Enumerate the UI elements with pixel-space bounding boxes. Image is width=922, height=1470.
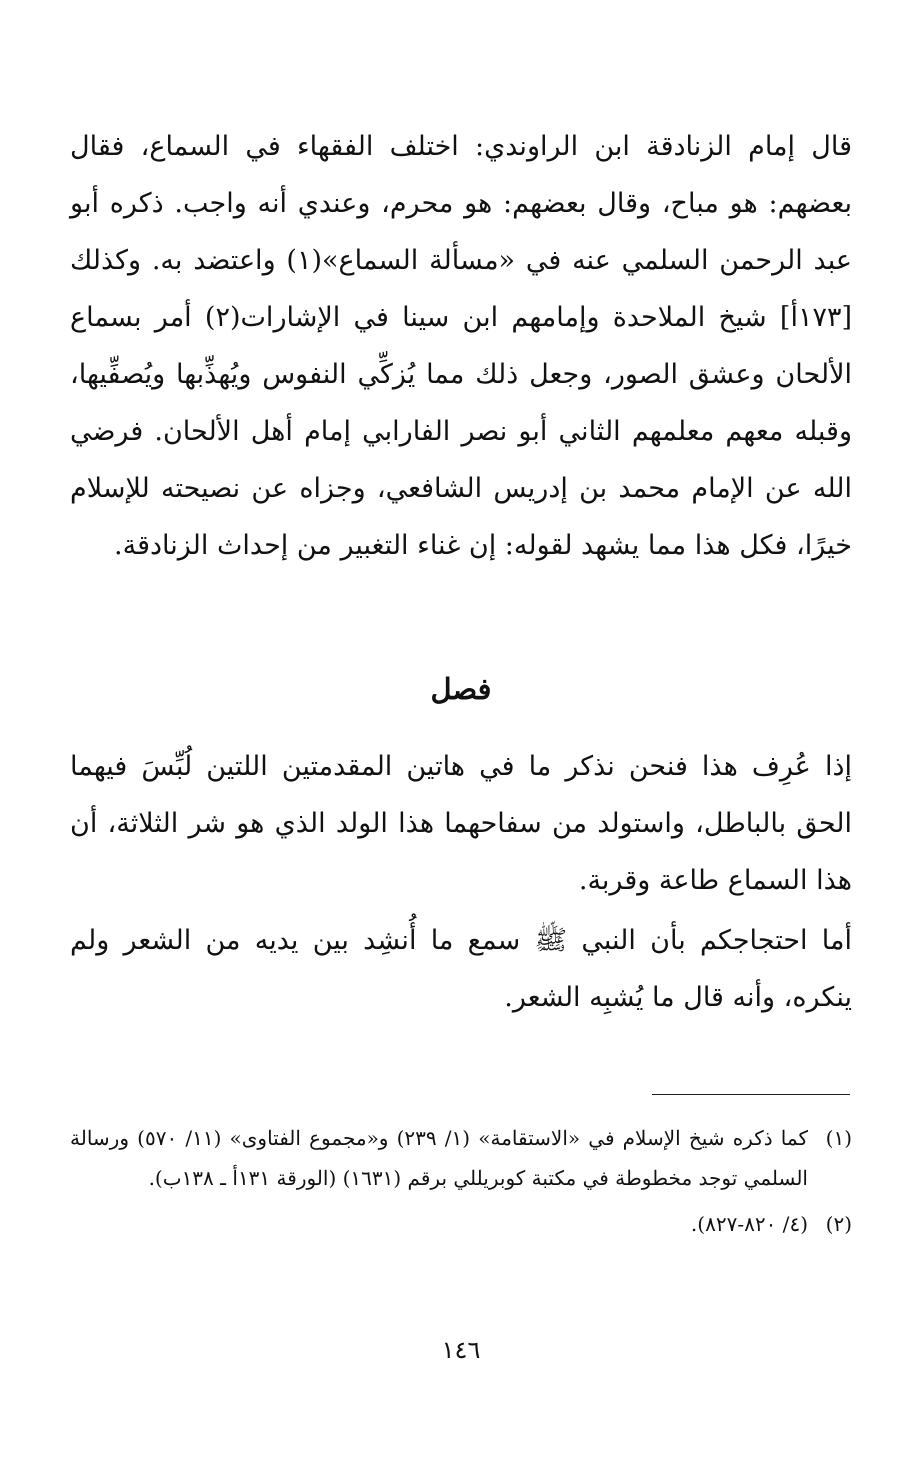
footnote-text: (٤/ ٨٢٠-٨٢٧). [690, 1212, 808, 1236]
body-paragraph-2 [70, 738, 852, 909]
footnote-text: كما ذكره شيخ الإسلام في «الاستقامة» (١/ ٢٣٩) و«مجموع الفتاوى» (١١/ ٥٧٠) ورسالة السلمي توجد مخطوطة في مكتبة كوبريللي برقم (١٦٣١) (الورقة ١٣١أ ـ ١٣٨ب). [70, 1126, 808, 1190]
page-number: ١٤٦ [441, 1336, 481, 1364]
footnote-separator [652, 1094, 850, 1095]
body-paragraph-3 [70, 912, 852, 1026]
footnote-1 [70, 1118, 852, 1198]
section-heading: فصل [430, 672, 492, 706]
paragraph-text: قال إمام الزنادقة ابن الراوندي: اختلف الفقهاء في السماع، فقال بعضهم: هو مباح، وقال بعضهم: هو محرم، وعندي أنه واجب. ذكره أبو عبد الرحمن السلمي عنه في «مسألة السماع»(١) واعتضد به. وكذلك [١٧٣أ] شيخ الملاحدة وإمامهم ابن سينا في الإشارات(٢) أمر بسماع الألحان وعشق الصور، وجعل ذلك مما يُزكِّي النفوس ويُهذِّبها ويُصفِّيها، وقبله معهم معلمهم الثاني أبو نصر الفارابي إمام أهل الألحان. فرضي الله عن الإمام محمد بن إدريس الشافعي، وجزاه عن نصيحته للإسلام خيرًا، فكل هذا مما يشهد لقوله: إن غناء التغبير من إحداث الزنادقة. [70, 131, 853, 561]
footnote-number: (١) [825, 1126, 852, 1150]
body-paragraph-1 [70, 118, 852, 574]
paragraph-text: أما احتجاجكم بأن النبي ﷺ سمع ما أُنشِد بين يديه من الشعر ولم ينكره، وأنه قال ما يُشبِه الشعر. [70, 925, 852, 1013]
footnotes [70, 1118, 852, 1250]
footnote-2 [70, 1204, 852, 1244]
footnote-number: (٢) [825, 1212, 852, 1236]
paragraph-text: إذا عُرِف هذا فنحن نذكر ما في هاتين المقدمتين اللتين لُبِّسَ فيهما الحق بالباطل، واستولد من سفاحهما هذا الولد الذي هو شر الثلاثة، أن هذا السماع طاعة وقربة. [70, 751, 852, 896]
